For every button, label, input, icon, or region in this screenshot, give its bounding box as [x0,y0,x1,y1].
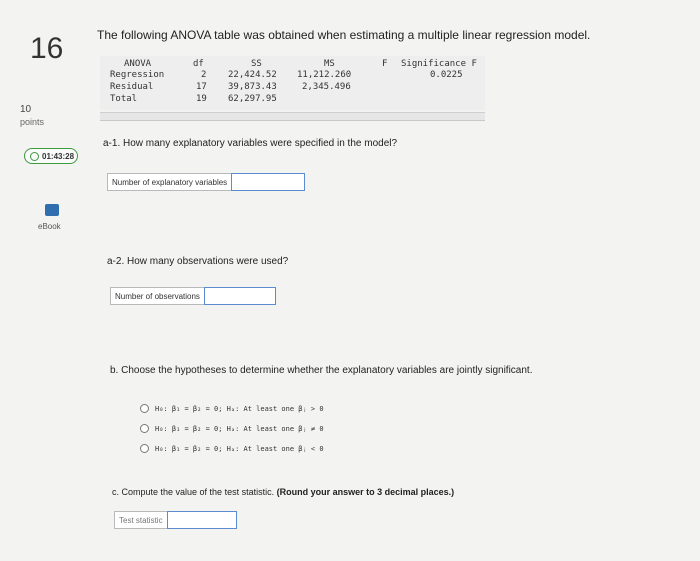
option-text: H₀: β₁ = β₂ = 0; Hₐ: At least one βⱼ < 0 [155,444,324,453]
hypothesis-option[interactable] [140,404,324,413]
row-label: Residual [110,82,154,92]
significance-value: 0.0225 [430,70,463,80]
ebook-link[interactable]: eBook [38,222,61,231]
ms-value: 11,212.260 [297,70,352,80]
significance-header: Significance F [401,59,477,69]
ms-header: MS [324,59,335,69]
option-text: H₀: β₁ = β₂ = 0; Hₐ: At least one βⱼ ≠ 0 [155,424,324,433]
df-value: 19 [196,94,207,104]
question-c-text: c. Compute the value of the test statistic. [112,487,275,497]
timer-text: 01:43:28 [42,151,75,161]
explanatory-variables-input[interactable] [231,173,305,191]
anova-table [100,56,485,110]
rounding-instruction: (Round your answer to 3 decimal places.) [276,487,455,497]
ebook-icon[interactable] [45,204,59,216]
ss-header: SS [251,59,262,69]
radio-button[interactable] [140,444,149,453]
points-label: points [20,117,45,127]
ss-value: 39,873.43 [228,82,277,92]
ss-value: 22,424.52 [228,70,277,80]
f-header: F [382,59,388,69]
field-label: Number of explanatory variables [107,173,231,191]
row-label: Regression [110,70,165,80]
df-header: df [193,59,204,69]
observations-field [110,287,276,305]
question-number: 16 [30,32,64,65]
hypothesis-option[interactable] [140,424,324,433]
row-label: Total [110,94,138,104]
option-text: H₀: β₁ = β₂ = 0; Hₐ: At least one βⱼ > 0 [155,404,324,413]
observations-input[interactable] [204,287,276,305]
intro-text: The following ANOVA table was obtained when estimating a multiple linear regression model. [97,28,591,42]
ms-value: 2,345.496 [302,82,351,92]
question-c [112,487,454,497]
points-value: 10 [20,104,32,115]
hypothesis-option[interactable] [140,444,324,453]
explanatory-variables-field [107,173,305,191]
field-label: Test statistic [114,511,167,529]
question-a2: a-2. How many observations were used? [107,256,289,267]
timer-badge [24,148,78,164]
radio-button[interactable] [140,404,149,413]
field-label: Number of observations [110,287,204,305]
df-value: 2 [201,70,207,80]
question-a1: a-1. How many explanatory variables were specified in the model? [103,138,398,149]
df-value: 17 [196,82,207,92]
table-scrollbar[interactable] [100,112,485,121]
test-statistic-input[interactable] [167,511,237,529]
ss-value: 62,297.95 [228,94,277,104]
hourglass-icon [30,152,39,161]
question-b: b. Choose the hypotheses to determine whether the explanatory variables are jointly significant. [110,365,533,376]
test-statistic-field [114,511,237,529]
anova-header: ANOVA [124,59,152,69]
radio-button[interactable] [140,424,149,433]
